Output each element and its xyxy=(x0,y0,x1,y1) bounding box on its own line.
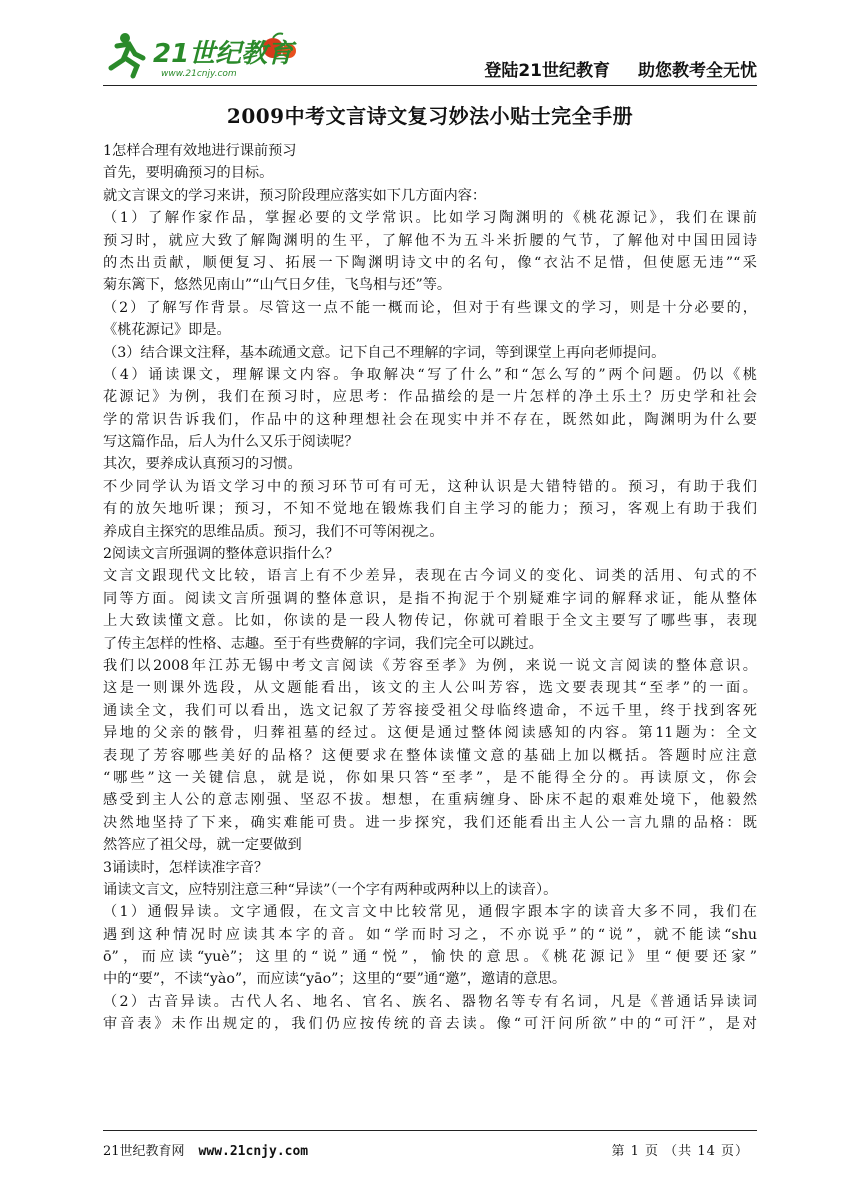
text-line: 就文言课文的学习来讲，预习阶段理应落实如下几方面内容： xyxy=(103,187,487,204)
text-line: 感受到主人公的意志刚强、坚忍不拔。想想，在重病缠身、卧床不起的艰难处境下，他毅然 xyxy=(103,792,757,809)
text-line: （4）诵读课文，理解课文内容。争取解决“写了什么”和“怎么写的”两个问题。仍以《桃 xyxy=(103,366,757,383)
text-line: 中的“要”，不读“yào”，而应读“yāo”；这里的“要”通“邀”，邀请的意思。 xyxy=(103,971,567,988)
slogan-login: 登陆21世纪教育 xyxy=(484,61,610,81)
logo-url: www.21cnjy.com xyxy=(161,69,237,79)
text-line: 我们以2008年江苏无锡中考文言阅读《芳容至孝》为例，来说一说文言阅读的整体意识。 xyxy=(103,657,757,674)
text-line: 学的常识告诉我们，作品中的这种理想社会在现实中并不存在，既然如此，陶渊明为什么要 xyxy=(103,411,757,428)
text-line: 《桃花源记》即是。 xyxy=(103,322,231,339)
document-body xyxy=(103,140,757,1036)
footer-divider xyxy=(103,1130,757,1131)
text-line: 写这篇作品，后人为什么又乐于阅读呢？ xyxy=(103,434,359,451)
text-line: 文言文跟现代文比较，语言上有不少差异，表现在古今词义的变化、词类的活用、句式的不 xyxy=(103,568,757,585)
slogan-motto: 助您教考全无忧 xyxy=(638,61,757,81)
text-line: 预习时，就应大致了解陶渊明的生平，了解他不为五斗米折腰的气节，了解他对中国田园诗 xyxy=(103,232,757,249)
page-number: 第 1 页 （共 14 页） xyxy=(611,1144,749,1159)
text-line: 1怎样合理有效地进行课前预习 xyxy=(103,143,297,159)
text-line: 首先，要明确预习的目标。 xyxy=(103,165,274,182)
text-line: （1）通假异读。文字通假，在文言文中比较常见，通假字跟本字的读音大多不同，我们在 xyxy=(103,904,757,921)
text-line: 养成自主探究的思维品质。预习，我们不可等闲视之。 xyxy=(103,523,444,540)
text-line: 决然地坚持了下来，确实难能可贵。进一步探究，我们还能看出主人公一言九鼎的品格：既 xyxy=(103,814,757,831)
text-line: 同等方面。阅读文言所强调的整体意识，是指不拘泥于个别疑难字词的解释求证，能从整体 xyxy=(103,590,757,607)
text-line: 了传主怎样的性格、志趣。至于有些费解的字词，我们完全可以跳过。 xyxy=(103,635,543,652)
text-line: （3）结合课文注释，基本疏通文意。记下自己不理解的字词，等到课堂上再向老师提问。 xyxy=(103,344,666,361)
document-title: 2009中考文言诗文复习妙法小贴士完全手册 xyxy=(226,104,634,128)
site-logo[interactable] xyxy=(103,24,303,84)
text-line: （2）了解写作背景。尽管这一点不能一概而论，但对于有些课文的学习，则是十分必要的， xyxy=(103,299,757,316)
text-line: 异地的父亲的骸骨，归葬祖墓的经过。这便是通过整体阅读感知的内容。第11题为：全文 xyxy=(103,725,757,742)
header-divider xyxy=(103,85,757,86)
text-line: 不少同学认为语文学习中的预习环节可有可无，这种认识是大错特错的。预习，有助于我们 xyxy=(103,478,757,495)
text-line: 然答应了祖父母，就一定要做到 xyxy=(103,837,302,854)
text-line: 2阅读文言所强调的整体意识指什么？ xyxy=(103,546,340,563)
text-line: 有的放矢地听课；预习，不知不觉地在锻炼我们自主学习的能力；预习，客观上有助于我们 xyxy=(103,501,757,518)
text-line: 上大致读懂文意。比如，你读的是一段人物传记，你就可着眼于全文主要写了哪些事，表现 xyxy=(103,613,757,630)
text-line: 审音表》未作出规定的，我们仍应按传统的音去读。像“可汗问所欲”中的“可汗”，是对 xyxy=(103,1016,757,1033)
running-figure-icon xyxy=(111,33,143,76)
logo-text: 21世纪教育 xyxy=(153,39,294,69)
footer-site-url[interactable]: www.21cnjy.com xyxy=(198,1144,309,1159)
header-slogan xyxy=(484,56,757,81)
footer-site-name: 21世纪教育网 xyxy=(103,1144,185,1159)
text-line: 3诵读时，怎样读准字音？ xyxy=(103,859,269,876)
page-header xyxy=(103,18,757,86)
text-line: 菊东篱下，悠然见南山”“山气日夕佳，飞鸟相与还”等。 xyxy=(103,277,452,294)
text-line: （2）古音异读。古代人名、地名、官名、族名、器物名等专有名词，凡是《普通话异读词 xyxy=(103,993,757,1010)
text-line: 诵读文言文，应特别注意三种“异读”（一个字有两种或两种以上的读音）。 xyxy=(103,881,558,898)
text-line: 遇到这种情况时应读其本字的音。如“学而时习之，不亦说乎”的“说”，就不能读“shu xyxy=(103,926,757,943)
text-line: 这是一则课外选段，从文题能看出，该文的主人公叫芳容，选文要表现其“至孝”的一面。 xyxy=(103,680,757,697)
text-line: 花源记》为例，我们在预习时，应思考：作品描绘的是一片怎样的净土乐土？历史学和社会 xyxy=(103,389,757,406)
text-line: ō”，而应读“yuè”；这里的“说”通“悦”，愉快的意思。《桃花源记》里“便要还家” xyxy=(103,949,757,966)
text-line: 其次，要养成认真预习的习惯。 xyxy=(103,456,302,473)
text-line: 表现了芳容哪些美好的品格？这便要求在整体读懂文意的基础上加以概括。答题时应注意 xyxy=(103,747,757,764)
text-line: 通读全文，我们可以看出，选文记叙了芳容接受祖父母临终遗命，不远千里，终于找到客死 xyxy=(103,702,757,719)
text-line: （1）了解作家作品，掌握必要的文学常识。比如学习陶渊明的《桃花源记》，我们在课前 xyxy=(103,210,757,227)
text-line: 的杰出贡献，顺便复习、拓展一下陶渊明诗文中的名句，像“衣沾不足惜，但使愿无违”“采 xyxy=(103,254,757,271)
text-line: “哪些”这一关键信息，就是说，你如果只答“至孝”，是不能得全分的。再读原文，你会 xyxy=(103,769,757,786)
